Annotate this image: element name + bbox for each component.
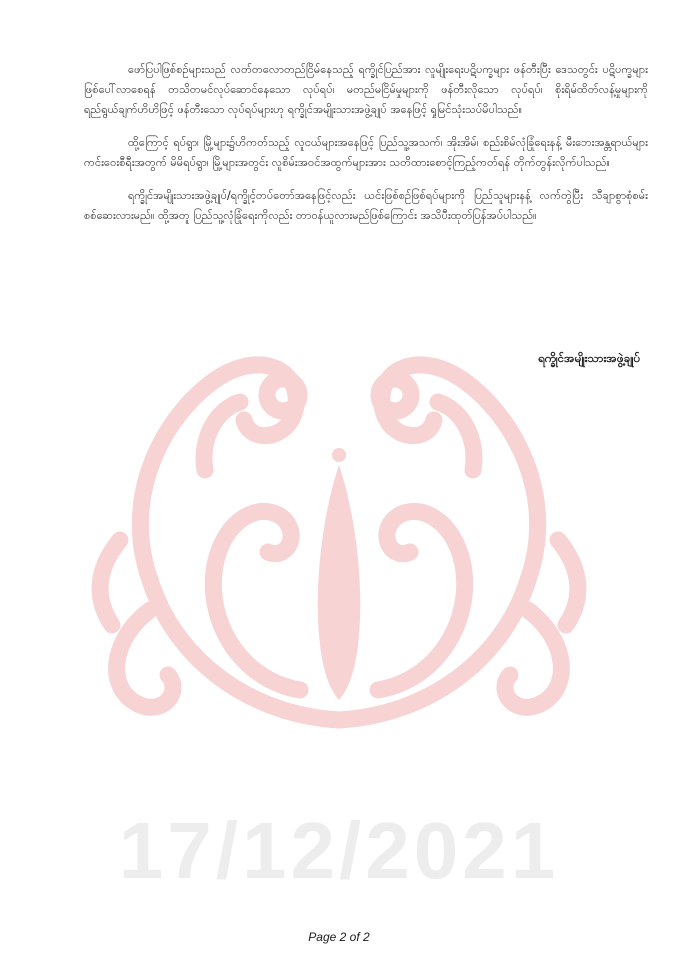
- page-number: Page 2 of 2: [308, 930, 370, 944]
- emblem-center-dot: [332, 448, 346, 462]
- paragraph-2: ထို့ကြောင့် ရပ်ရွာ၊ မြို့များ၌ဟိကတ်သည့် လူငယ်များအနေဖြင့် ပြည်သူ့အသက်၊ အိုးအိမ်၊ စည်းစိမ်လုံခြုံရေးနန့် မီးဘေးအန္တရာယ်များ ကင်းဝေးစီရီးအတွက် မိမိရပ်ရွာ၊ မြို့များအတွင်း လူစိမ်းအဝင်အထွက်များအား သတိထားစောင့်ကြည့်ကတ်ရန် တိုက်တွန်းလိုက်ပါသည်။: [84, 136, 648, 169]
- emblem-top-left-loop: [204, 402, 240, 470]
- body-text: [84, 60, 648, 239]
- emblem-center-spear: [318, 465, 361, 700]
- emblem-left-ring: [267, 379, 299, 411]
- emblem-right-arc: [558, 540, 578, 625]
- emblem-left-arc: [100, 540, 120, 625]
- signature: ရက္ခိုင်အမျိုးသားအဖွဲ့ချုပ်: [538, 351, 640, 365]
- emblem-right-curl: [378, 511, 465, 690]
- paragraph-3: ရက္ခိုင်အမျိုးသားအဖွဲ့ချုပ်/ရက္ခိုင့်တပ်တော်အနေဖြင့်လည်း ယင်းဖြစ်စဉ်ဖြစ်ရပ်များကို ပြည်သူများနန့် လက်တွဲပြီး သီချာစွာစုံစမ်းစစ်ဆေးလားမည်။ ထို့အတူ ပြည်သူ့လုံခြုံရေးကိုလည်း တာဝန်ယူလားမည်ဖြစ်ကြောင်း အသိပီးထုတ်ပြန်အပ်ပါသည်။: [84, 189, 648, 222]
- date-watermark: 17/12/2021: [118, 806, 560, 895]
- emblem-right-ring: [379, 379, 411, 411]
- paragraph-1: ဖော်ပြပါဖြစ်စဉ်များသည် လတ်တလောတည်ငြိမ်နေသည့် ရက္ခိုင်ပြည်အား လူမျိုးရေးပဋိပက္ခများ ဖန်တီးပြီး ဒေသတွင်း ပဋိပက္ခများဖြစ်ပေါ်လာစေရန် တသိတမင်လုပ်ဆောင်နေသော လုပ်ရပ်၊ မတည်မငြိမ်မှုများကို ဖန်တီးလိုသော လုပ်ရပ်၊ စိုးရိမ်ထိတ်လန့်မှုများကို ရည်ရွယ်ချက်ဟိဟိဖြင့် ဖန်တီးသော လုပ်ရပ်များဟု ရက္ခိုင်အမျိုးသားအဖွဲ့ချုပ် အနေဖြင့် ရှုမြင်သုံးသပ်မိပါသည်။: [84, 63, 648, 116]
- emblem-left-curl: [213, 511, 300, 690]
- emblem-top-right-loop: [438, 402, 474, 470]
